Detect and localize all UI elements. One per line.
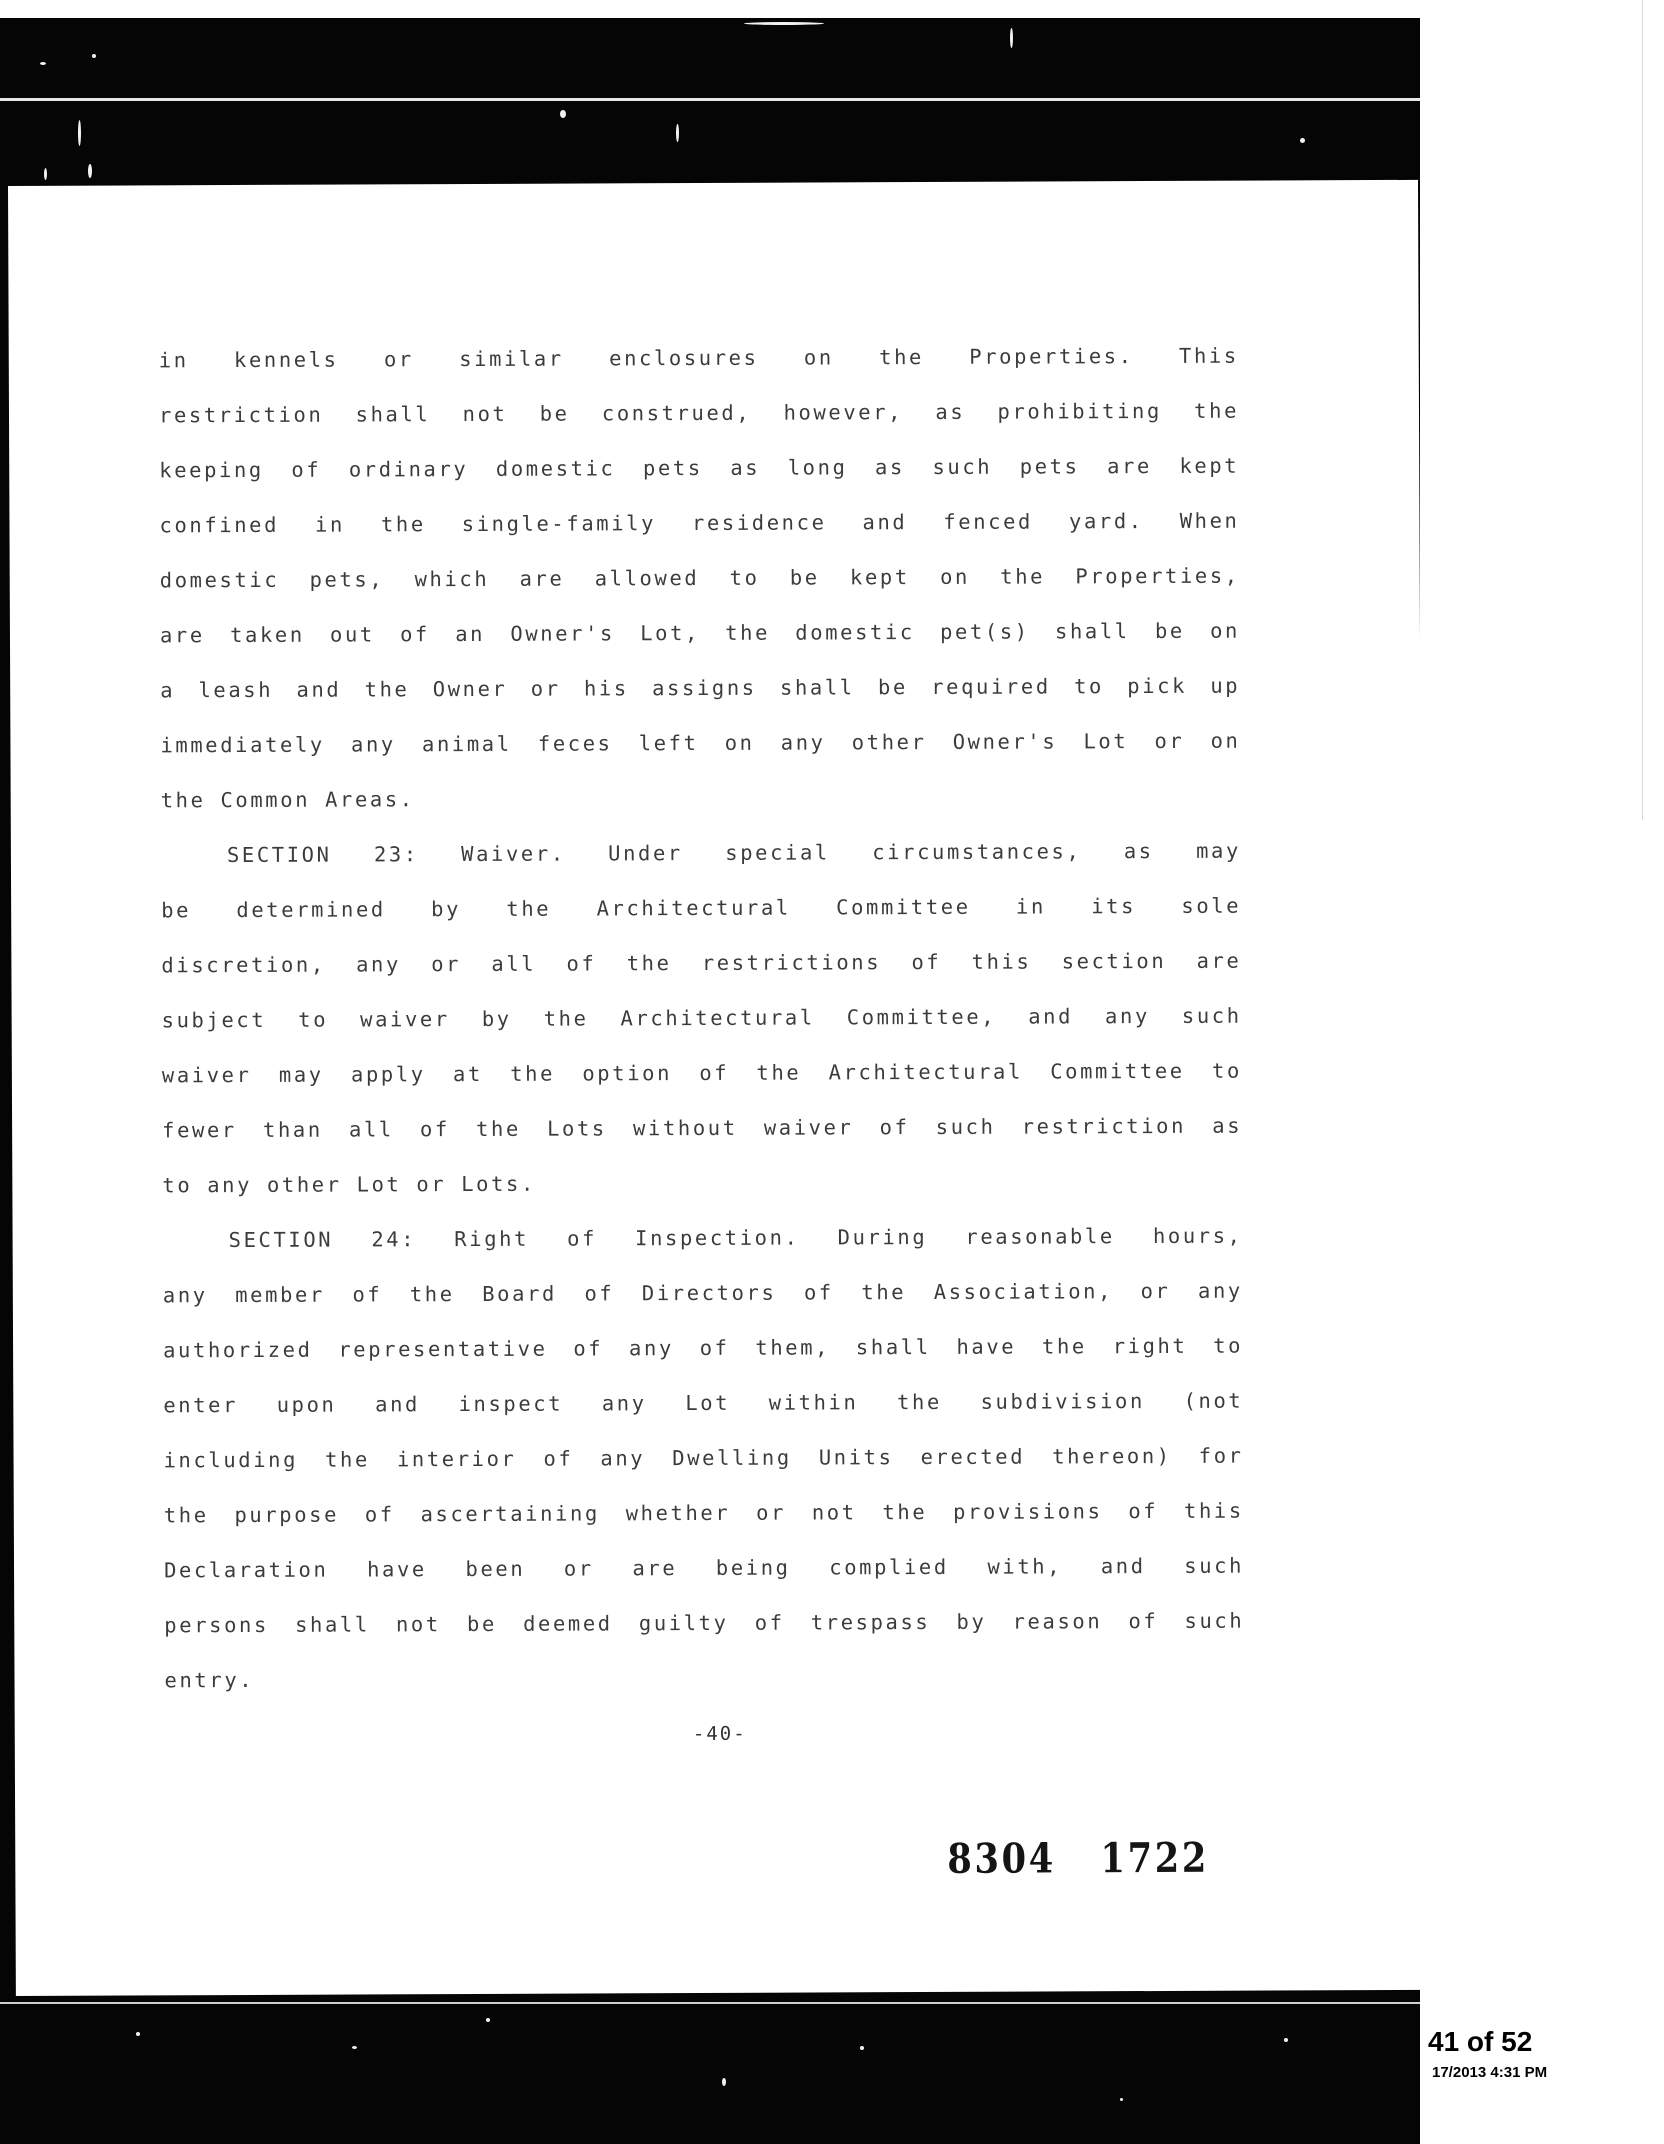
text-line: discretion, any or all of the restrictions of this section are <box>161 948 1242 978</box>
text-line: domestic pets, which are allowed to be kept on the Properties, <box>159 563 1240 593</box>
scan-bottom-rule <box>0 2002 1420 2004</box>
text-line: including the interior of any Dwelling Units erected thereon) for <box>163 1443 1244 1473</box>
text-line: immediately any animal feces left on any other Owner's Lot or on <box>160 728 1241 758</box>
section-24-heading: SECTION 24: Right of Inspection. During reasonable hours, <box>228 1223 1243 1253</box>
scan-speck <box>1300 138 1305 143</box>
scan-speck <box>44 168 47 180</box>
body-text <box>159 329 1245 1709</box>
scan-speck <box>88 164 92 178</box>
scan-speck <box>1284 2038 1288 2042</box>
text-line: keeping of ordinary domestic pets as long as such pets are kept <box>159 453 1240 483</box>
print-timestamp: 17/2013 4:31 PM <box>1432 2064 1548 2081</box>
text-line: Declaration have been or are being complied with, and such <box>163 1553 1245 1583</box>
recording-stamp <box>947 1834 1209 1883</box>
scan-speck <box>676 124 679 142</box>
document-page <box>8 180 1426 1996</box>
scan-speck <box>1010 28 1013 48</box>
text-line: subject to waiver by the Architectural Committee, and any such <box>161 1003 1242 1033</box>
scan-speck <box>860 2046 864 2050</box>
scan-speck <box>722 2078 726 2086</box>
book-number: 8304 <box>947 1834 1056 1883</box>
scan-speck <box>1120 2098 1123 2101</box>
text-line: the purpose of ascertaining whether or not the provisions of this <box>163 1498 1244 1528</box>
scan-speck <box>744 22 824 25</box>
scan-speck <box>486 2018 490 2022</box>
section-23-heading: SECTION 23: Waiver. Under special circumstances, as may <box>226 838 1241 868</box>
text-line: restriction shall not be construed, however, as prohibiting the <box>158 398 1240 428</box>
text-line: in kennels or similar enclosures on the Properties. This <box>158 343 1239 373</box>
text-line: any member of the Board of Directors of the Association, or any <box>162 1278 1243 1308</box>
text-line: enter upon and inspect any Lot within the subdivision (not <box>163 1388 1244 1418</box>
scan-top-rule <box>0 98 1420 101</box>
scan-speck <box>78 120 81 146</box>
page-number: -40- <box>692 1722 747 1746</box>
page-edge-line <box>1642 0 1643 820</box>
scan-speck <box>352 2046 357 2049</box>
scan-speck <box>560 110 566 118</box>
scan-speck <box>136 2032 140 2036</box>
scan-speck <box>40 62 46 65</box>
text-line: to any other Lot or Lots. <box>162 1171 536 1198</box>
text-line: are taken out of an Owner's Lot, the domestic pet(s) shall be on <box>159 618 1241 648</box>
text-line: confined in the single-family residence and fenced yard. When <box>159 508 1240 538</box>
text-line: the Common Areas. <box>160 787 415 813</box>
text-line: fewer than all of the Lots without waiver of such restriction as <box>162 1113 1243 1143</box>
text-line: waiver may apply at the option of the Architectural Committee to <box>161 1058 1242 1088</box>
text-line: be determined by the Architectural Committee in its sole <box>161 893 1242 923</box>
text-line: entry. <box>164 1667 255 1693</box>
page-reference: 1722 <box>1100 1833 1210 1883</box>
page-counter: 41 of 52 <box>1428 2026 1533 2057</box>
text-line: persons shall not be deemed guilty of trespass by reason of such <box>164 1608 1245 1638</box>
scan-speck <box>92 54 96 58</box>
text-line: a leash and the Owner or his assigns shall be required to pick up <box>160 673 1241 703</box>
text-line: authorized representative of any of them, shall have the right to <box>163 1333 1244 1363</box>
